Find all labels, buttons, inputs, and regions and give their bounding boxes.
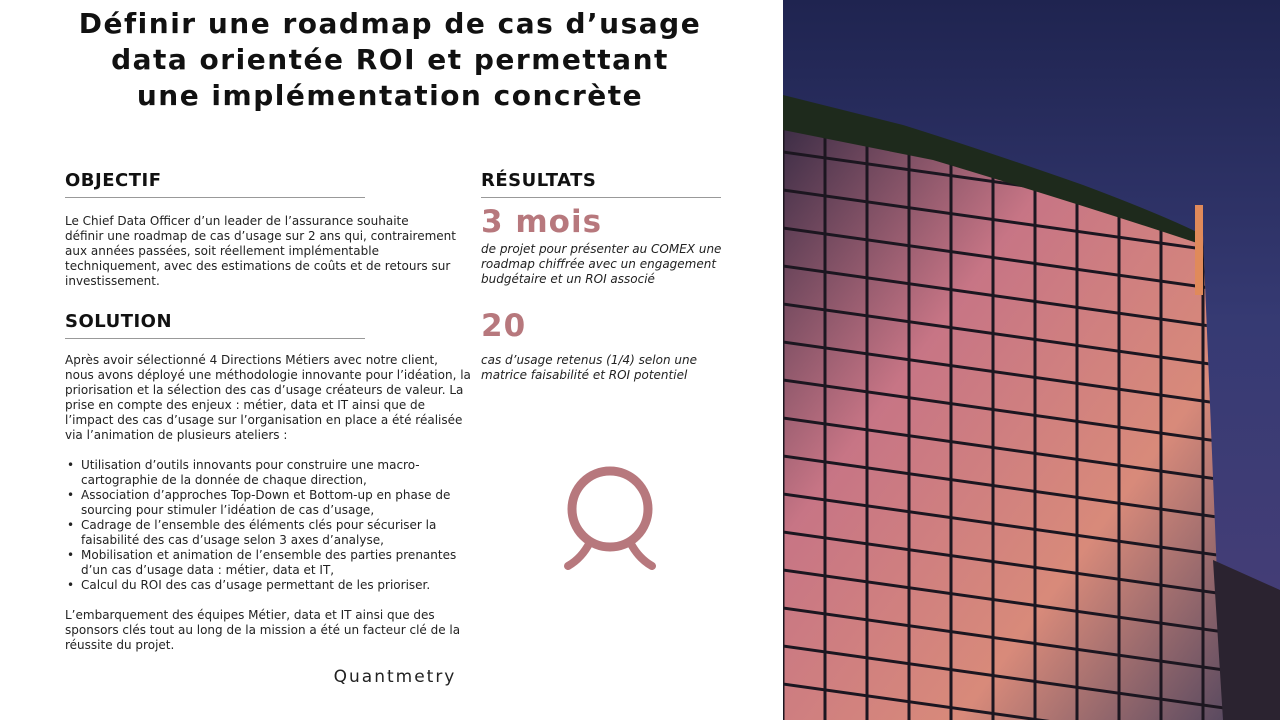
title-line: Définir une roadmap de cas d’usage xyxy=(78,7,702,40)
brand-wordmark: Quantmetry xyxy=(333,667,457,687)
text-line: sponsors clés tout au long de la mission a été un facteur clé de la xyxy=(65,623,461,637)
text-line: priorisation et la sélection des cas d’usage créateurs de valeur. La xyxy=(65,383,464,397)
result-value: 20 xyxy=(481,308,527,344)
title-line: data orientée ROI et permettant xyxy=(111,43,669,76)
text-line: budgétaire et un ROI associé xyxy=(481,272,655,286)
text-line: via l’animation de plusieurs ateliers : xyxy=(65,428,288,442)
text-line: Après avoir sélectionné 4 Directions Métiers avec notre client, xyxy=(65,353,438,367)
text-line: nous avons déployé une méthodologie innovante pour l’idéation, la xyxy=(65,368,471,382)
solution-heading: SOLUTION xyxy=(65,311,365,339)
text-line: aux années passées, soit réellement implémentable xyxy=(65,244,379,258)
text-line: techniquement, avec des estimations de coûts et de retours sur xyxy=(65,259,451,273)
text-line: • Association d’approches Top-Down et Bottom-up en phase de xyxy=(81,488,451,502)
text-line: L’embarquement des équipes Métier, data et IT ainsi que des xyxy=(65,608,435,622)
text-line: • Mobilisation et animation de l’ensemble des parties prenantes xyxy=(81,548,457,562)
text-line: prise en compte des enjeux : métier, data et IT ainsi que de xyxy=(65,398,426,412)
result-description xyxy=(481,242,741,287)
page-title xyxy=(60,6,720,114)
text-line: définir une roadmap de cas d’usage sur 2 ans qui, contrairement xyxy=(65,229,456,243)
quantmetry-logo-icon xyxy=(560,462,660,574)
text-line: investissement. xyxy=(65,274,160,288)
text-line: matrice faisabilité et ROI potentiel xyxy=(481,368,688,382)
list-item xyxy=(81,458,475,488)
solution-bullet-list xyxy=(65,458,475,593)
title-line: une implémentation concrète xyxy=(136,79,644,112)
building-photo xyxy=(783,0,1280,720)
result-description xyxy=(481,353,741,383)
list-item xyxy=(81,578,475,593)
result-value: 3 mois xyxy=(481,204,603,240)
text-line: roadmap chiffrée avec un engagement xyxy=(481,257,717,271)
list-item xyxy=(81,548,475,578)
text-line: • Calcul du ROI des cas d’usage permettant de les prioriser. xyxy=(81,578,431,592)
list-item xyxy=(81,488,475,518)
text-line: réussite du projet. xyxy=(65,638,175,652)
text-line: faisabilité des cas d’usage selon 3 axes d’analyse, xyxy=(81,533,384,547)
objectif-heading: OBJECTIF xyxy=(65,170,365,198)
text-line: cas d’usage retenus (1/4) selon une xyxy=(481,353,697,367)
list-item xyxy=(81,518,475,548)
text-line: Le Chief Data Officer d’un leader de l’assurance souhaite xyxy=(65,214,409,228)
resultats-heading: RÉSULTATS xyxy=(481,170,721,198)
objectif-text xyxy=(65,214,465,289)
text-line: • Utilisation d’outils innovants pour construire une macro- xyxy=(81,458,420,472)
text-line: l’impact des cas d’usage sur l’organisation en place a été réalisée xyxy=(65,413,463,427)
text-line: de projet pour présenter au COMEX une xyxy=(481,242,722,256)
building-image xyxy=(783,0,1280,720)
solution-text xyxy=(65,353,475,653)
text-line: d’un cas d’usage data : métier, data et IT, xyxy=(81,563,335,577)
text-line: • Cadrage de l’ensemble des éléments clés pour sécuriser la xyxy=(81,518,437,532)
text-line: cartographie de la donnée de chaque direction, xyxy=(81,473,367,487)
text-line: sourcing pour stimuler l’idéation de cas d’usage, xyxy=(81,503,375,517)
